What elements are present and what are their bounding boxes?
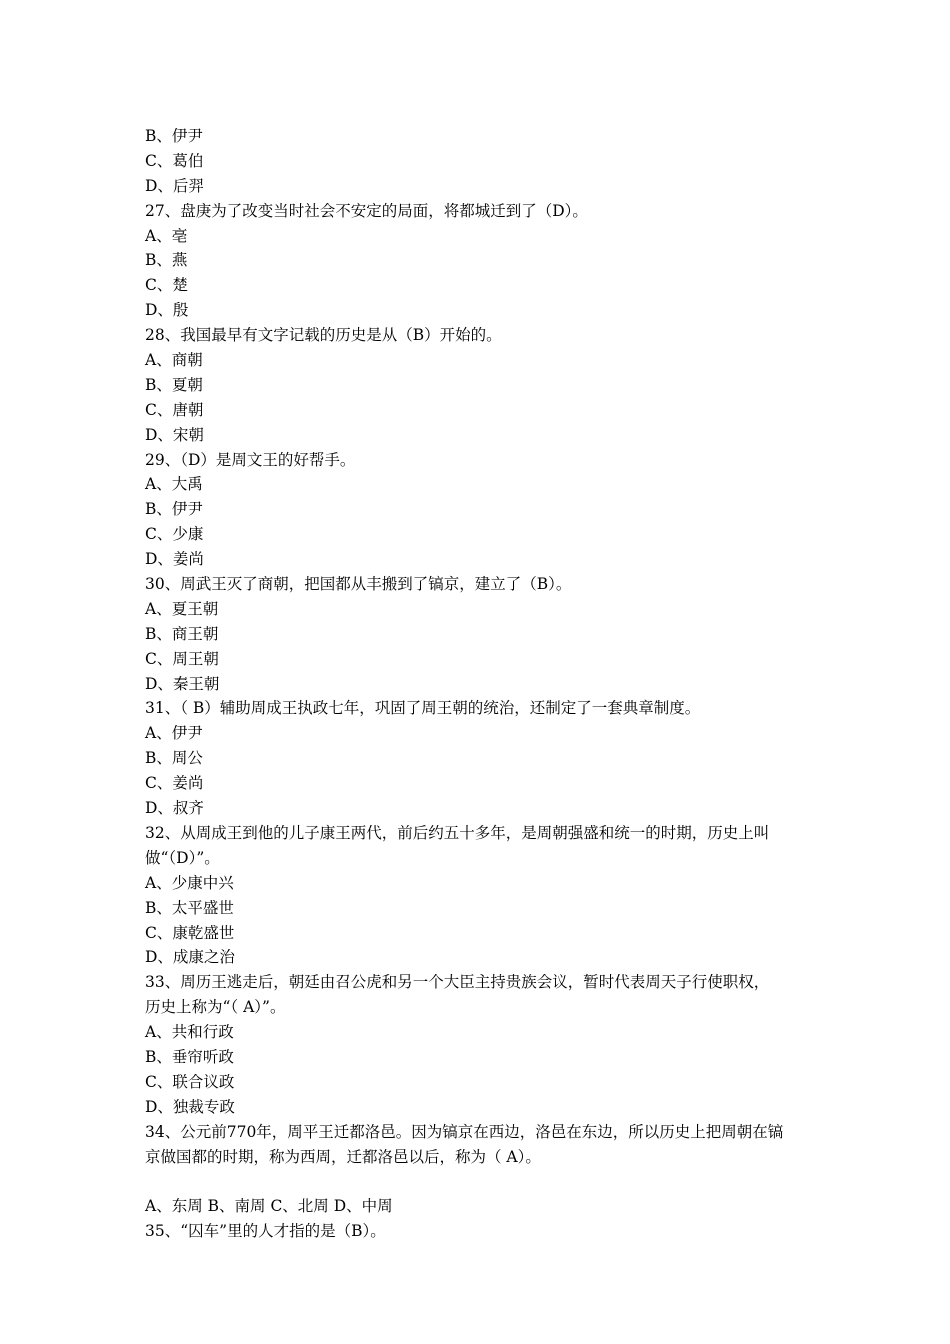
option-line: A、少康中兴 — [145, 873, 234, 892]
option-line: C、周王朝 — [145, 649, 219, 668]
option-line: C、葛伯 — [145, 151, 204, 170]
option-line: D、姜尚 — [145, 550, 204, 569]
option-line: D、叔齐 — [145, 799, 204, 818]
option-line: A、共和行政 — [145, 1023, 234, 1042]
option-line: B、周公 — [145, 749, 203, 768]
question-32-continued: 做“（D）”。 — [145, 848, 220, 867]
blank-line — [145, 1169, 810, 1194]
option-line: B、太平盛世 — [145, 898, 234, 917]
option-line: C、少康 — [145, 525, 204, 544]
option-line: B、商王朝 — [145, 624, 219, 643]
option-line: A、伊尹 — [145, 724, 203, 743]
option-line: D、秦王朝 — [145, 674, 220, 693]
option-line: A、商朝 — [145, 351, 203, 370]
option-line: C、唐朝 — [145, 400, 204, 419]
option-line: D、殷 — [145, 301, 189, 320]
option-line: D、后羿 — [145, 176, 204, 195]
option-line: C、姜尚 — [145, 774, 204, 793]
question-29: 29、（D）是周文王的好帮手。 — [145, 450, 356, 469]
option-line: B、夏朝 — [145, 375, 203, 394]
question-28: 28、我国最早有文字记载的历史是从（B）开始的。 — [145, 326, 502, 345]
question-33-continued: 历史上称为“（ A）”。 — [145, 998, 286, 1017]
option-line: B、燕 — [145, 251, 188, 270]
question-27: 27、盘庚为了改变当时社会不安定的局面，将都城迁到了（D）。 — [145, 201, 588, 220]
question-32: 32、从周成王到他的儿子康王两代，前后约五十多年，是周朝强盛和统一的时期，历史上叫 — [145, 823, 770, 842]
question-30: 30、周武王灭了商朝，把国都从丰搬到了镐京，建立了（B）。 — [145, 575, 572, 594]
question-35: 35、“囚车”里的人才指的是（B）。 — [145, 1222, 386, 1241]
question-34-continued: 京做国都的时期，称为西周，迁都洛邑以后，称为（ A）。 — [145, 1147, 541, 1166]
question-33: 33、周历王逃走后，朝廷由召公虎和另一个大臣主持贵族会议，暂时代表周天子行使职权， — [145, 973, 770, 992]
option-line: B、伊尹 — [145, 127, 203, 145]
option-line: D、宋朝 — [145, 425, 204, 444]
question-31: 31、（ B）辅助周成王执政七年，巩固了周王朝的统治，还制定了一套典章制度。 — [145, 699, 701, 718]
option-line: D、成康之治 — [145, 948, 235, 967]
option-line: C、康乾盛世 — [145, 923, 235, 942]
option-line: A、大禹 — [145, 475, 203, 494]
option-line: A、夏王朝 — [145, 599, 219, 618]
option-line: D、独裁专政 — [145, 1097, 235, 1116]
question-34: 34、公元前770年，周平王迁都洛邑。因为镐京在西边，洛邑在东边，所以历史上把周朝在镐 — [145, 1122, 784, 1141]
option-line: B、垂帘听政 — [145, 1047, 234, 1066]
option-line: C、联合议政 — [145, 1072, 235, 1091]
option-line: C、楚 — [145, 276, 188, 295]
option-line: B、伊尹 — [145, 500, 203, 519]
document-body — [145, 124, 810, 1244]
option-line: A、亳 — [145, 226, 188, 245]
option-line-inline: A、东周 B、南周 C、北周 D、中周 — [145, 1197, 393, 1216]
